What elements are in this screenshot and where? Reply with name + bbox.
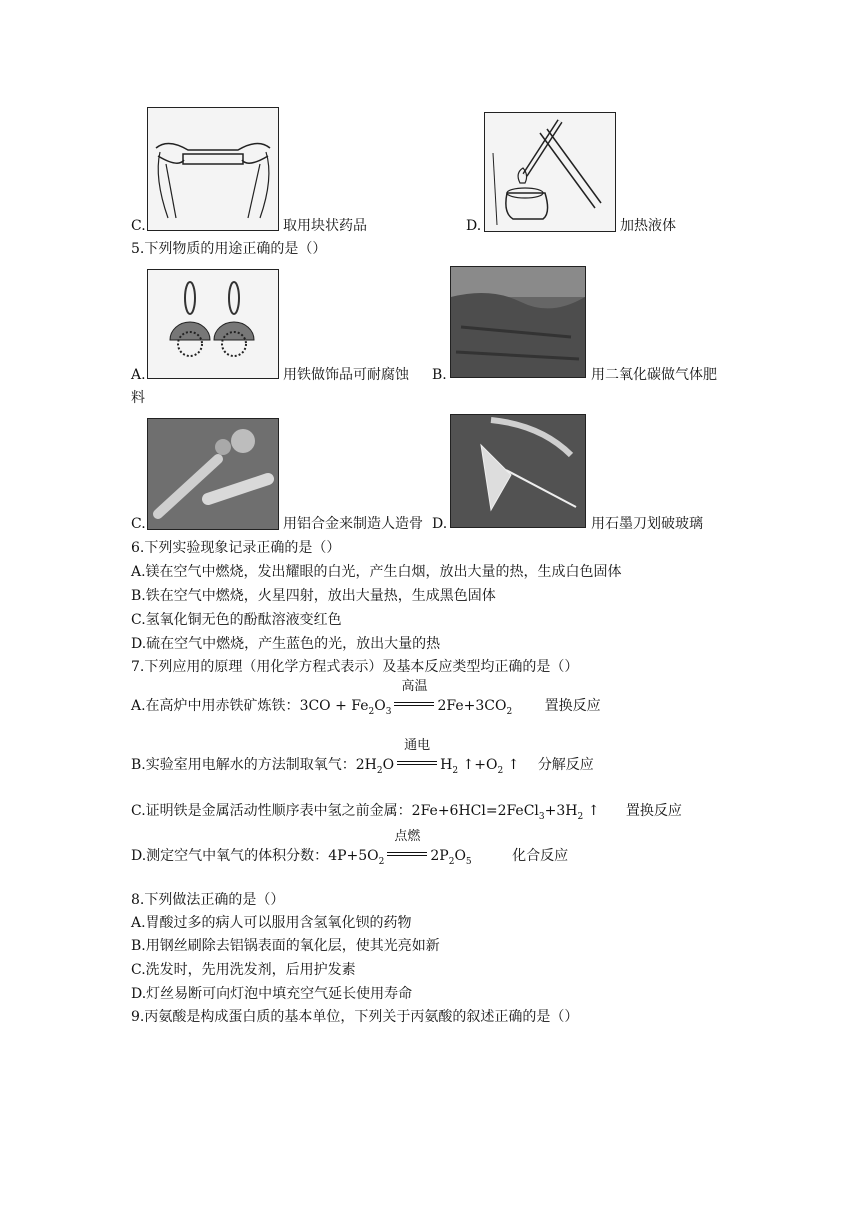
q6-stem: 6.下列实验现象记录正确的是（） — [131, 540, 341, 556]
q8-stem: 8.下列做法正确的是（） — [131, 892, 285, 908]
q5-option-b-caption-wrap: 料 — [131, 390, 145, 406]
q5-option-b-caption: 用二氧化碳做气体肥 — [591, 367, 717, 383]
q5-option-d-caption: 用石墨刀划破玻璃 — [591, 516, 703, 532]
q8-option-b: B.用钢丝刷除去铝锅表面的氧化层，使其光亮如新 — [131, 938, 440, 954]
heat-liquid-image — [484, 112, 616, 232]
reaction-condition — [391, 679, 437, 715]
q7-d-text: D.测定空气中氧气的体积分数： — [131, 848, 329, 864]
iron-earrings-image — [147, 269, 279, 379]
q7-c-text: C.证明铁是金属活动性顺序表中氢之前金属： — [131, 803, 412, 819]
q7-b-type: 分解反应 — [537, 757, 594, 773]
q6-option-b: B.铁在空气中燃烧，火星四射，放出大量热，生成黑色固体 — [131, 588, 496, 604]
q7-a-condition: 高温 — [401, 679, 428, 694]
q7-stem: 7.下列应用的原理（用化学方程式表示）及基本反应类型均正确的是（） — [131, 659, 579, 675]
q5-option-a-label: A. — [131, 367, 146, 383]
q4-option-c-caption: 取用块状药品 — [283, 218, 367, 234]
co2-fertilizer-image — [450, 266, 586, 378]
q7-option-c: C.证明铁是金属活动性顺序表中氢之前金属：$2Fe+6HCl=2FeCl_3+3H_2$ ↑ 置换反应 — [131, 803, 682, 822]
q7-option-a: A.在高炉中用赤铁矿炼铁：$3CO + Fe_2O_3$ 高温 $2Fe+3CO_2$ 置换反应 — [131, 679, 601, 717]
q4-option-c-label: C. — [131, 218, 146, 234]
q5-option-a-caption: 用铁做饰品可耐腐蚀 — [283, 367, 409, 383]
q7-a-type: 置换反应 — [544, 698, 601, 714]
q8-option-d: D.灯丝易断可向灯泡中填充空气延长使用寿命 — [131, 986, 413, 1002]
q8-option-c: C.洗发时，先用洗发剂，后用护发素 — [131, 962, 356, 978]
q8-option-a: A.胃酸过多的病人可以服用含氢氧化钡的药物 — [131, 915, 412, 931]
q7-a-text: A.在高炉中用赤铁矿炼铁： — [131, 698, 300, 714]
q6-option-a: A.镁在空气中燃烧，发出耀眼的白光，产生白烟，放出大量的热，生成白色固体 — [131, 564, 622, 580]
q5-option-c-label: C. — [131, 516, 146, 532]
q7-c-equation: 2Fe+6HCl=2FeCl — [411, 803, 539, 819]
q7-c-type: 置换反应 — [625, 803, 682, 819]
q5-option-b-label: B. — [432, 367, 447, 383]
take-solid-reagent-image — [147, 107, 279, 231]
graphite-knife-glass-image — [450, 414, 586, 528]
q7-d-type: 化合反应 — [512, 848, 569, 864]
q5-stem: 5.下列物质的用途正确的是（） — [131, 241, 327, 257]
q7-option-b: B.实验室用电解水的方法制取氧气：$2H_2O$ 通电 $H_2$ $↑+O_2$ ↑ 分解反应 — [131, 738, 594, 776]
q5-option-d-label: D. — [432, 516, 448, 532]
q6-option-d: D.硫在空气中燃烧，产生蓝色的光，放出大量的热 — [131, 636, 441, 652]
q4-option-d-caption: 加热液体 — [620, 218, 676, 234]
q7-option-d: D.测定空气中氧气的体积分数：$4P+5O_2$ 点燃 $2P_2O_5$ 化合反应 — [131, 829, 569, 867]
q7-b-text: B.实验室用电解水的方法制取氧气： — [131, 757, 356, 773]
q9-stem: 9.丙氨酸是构成蛋白质的基本单位，下列关于丙氨酸的叙述正确的是（） — [131, 1009, 579, 1025]
q4-option-d-label: D. — [466, 218, 482, 234]
aluminum-bone-image — [147, 418, 279, 530]
reaction-condition — [384, 829, 430, 865]
q5-option-c-caption: 用铝合金来制造人造骨 — [283, 516, 423, 532]
q7-d-condition: 点燃 — [394, 829, 421, 844]
q7-b-condition: 通电 — [404, 738, 431, 753]
reaction-condition — [394, 738, 440, 774]
q6-option-c: C.氢氧化铜无色的酚酞溶液变红色 — [131, 612, 342, 628]
